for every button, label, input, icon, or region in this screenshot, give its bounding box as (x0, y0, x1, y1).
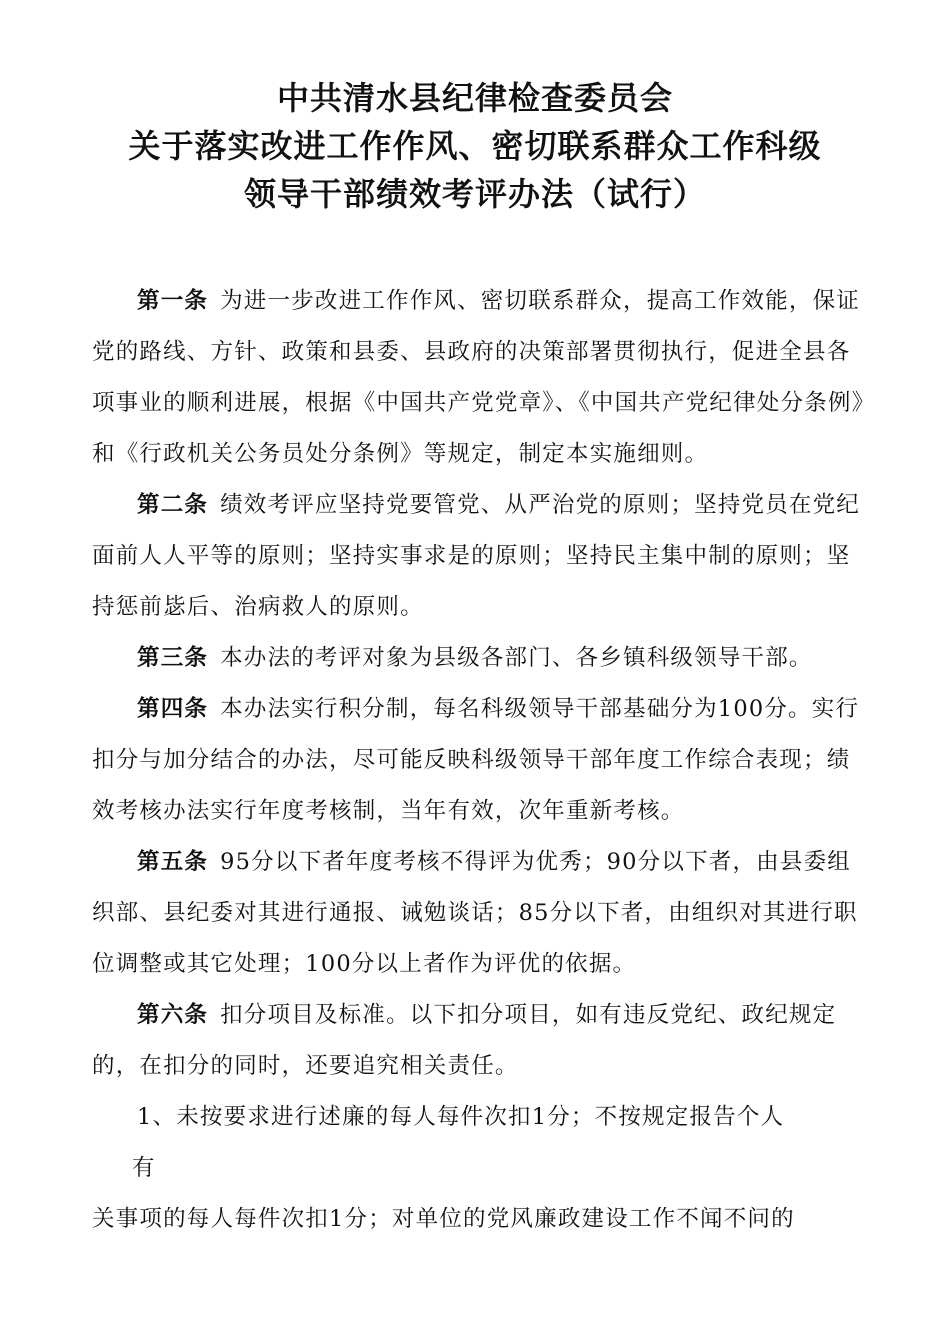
article-3-heading: 第三条 (137, 645, 209, 671)
document-body (92, 276, 872, 1245)
title-line-2: 关于落实改进工作作风、密切联系群众工作科级 (128, 127, 822, 165)
article-6-text: 扣分项目及标准。以下扣分项目，如有违反党纪、政纪规定的，在扣分的同时，还要追究相关责任。 (92, 1002, 837, 1079)
article-4 (92, 684, 872, 837)
title-line-3: 领导干部绩效考评办法（试行） (243, 175, 706, 213)
article-6-heading: 第六条 (137, 1002, 209, 1028)
article-2-heading: 第二条 (137, 492, 209, 518)
article-5-text: 95分以下者年度考核不得评为优秀；90分以下者，由县委组织部、县纪委对其进行通报、诫勉谈话；85分以下者，由组织对其进行职位调整或其它处理；100分以上者作为评优的依据。 (92, 849, 858, 977)
article-6 (92, 990, 872, 1092)
article-1 (92, 276, 872, 480)
article-3-text: 本办法的考评对象为县级各部门、各乡镇科级领导干部。 (220, 645, 813, 671)
article-2 (92, 480, 872, 633)
list-item-1-line-2: 有 (132, 1155, 156, 1181)
title-line-1: 中共清水县纪律检查委员会 (276, 79, 673, 117)
document-title (0, 74, 950, 218)
article-1-heading: 第一条 (137, 288, 209, 314)
article-4-heading: 第四条 (137, 696, 209, 722)
article-5-heading: 第五条 (137, 849, 209, 875)
article-4-text: 本办法实行积分制，每名科级领导干部基础分为100分。实行扣分与加分结合的办法，尽可能反映科级领导干部年度工作综合表现；绩效考核办法实行年度考核制，当年有效，次年重新考核。 (92, 696, 860, 824)
article-5 (92, 837, 872, 990)
list-item-1-line-1: 1、未按要求进行述廉的每人每件次扣1分；不按规定报告个人 (137, 1104, 785, 1130)
list-item-1-line-3: 关事项的每人每件次扣1分；对单位的党风廉政建设工作不闻不问的 (92, 1206, 795, 1232)
article-3 (92, 633, 872, 684)
article-2-text: 绩效考评应坚持党要管党、从严治党的原则；坚持党员在党纪面前人人平等的原则；坚持实事求是的原则；坚持民主集中制的原则；坚持惩前毖后、治病救人的原则。 (92, 492, 861, 620)
list-item-1 (92, 1092, 872, 1143)
article-1-text: 为进一步改进工作作风、密切联系群众，提高工作效能，保证党的路线、方针、政策和县委、县政府的决策部署贯彻执行，促进全县各项事业的顺利进展，根据《中国共产党党章》、《中国共产党纪律处分条例》和《行政机关公务员处分条例》等规定，制定本实施细则。 (92, 288, 865, 467)
